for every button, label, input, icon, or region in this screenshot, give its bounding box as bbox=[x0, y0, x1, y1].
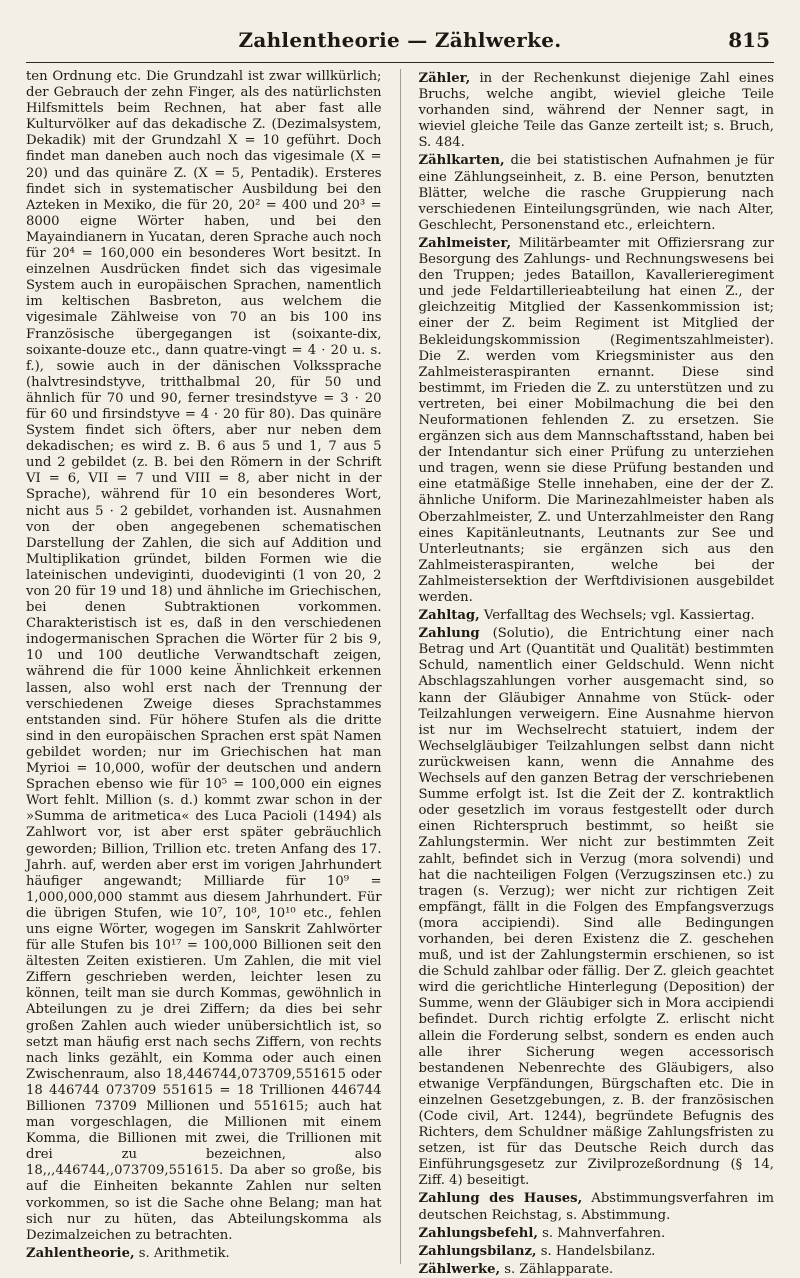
dictionary-entry bbox=[26, 1246, 382, 1262]
entry-text: in der Rechenkunst diejenige Zahl eines Bruchs, welche angibt, wieviel gleiche Teile vorhanden sind, während der Nenner sagt, in wieviel gleiche Teile das Ganze zerteilt ist; s. Bruch, S. 484. bbox=[418, 71, 774, 151]
entry-text: Abstimmungsverfahren im deutschen Reichstag, s. Abstimmung. bbox=[418, 1191, 774, 1223]
entry-headword: Zahlentheorie, bbox=[26, 1245, 135, 1261]
dictionary-entry bbox=[418, 608, 774, 624]
entry-text: s. Zählapparate. bbox=[500, 1261, 614, 1277]
page-header bbox=[26, 28, 774, 63]
entry-headword: Zahltag, bbox=[418, 608, 480, 624]
page-number: 815 bbox=[728, 28, 770, 52]
body-paragraph bbox=[26, 69, 382, 1244]
right-column bbox=[418, 69, 774, 1277]
text-columns bbox=[26, 69, 774, 1277]
entry-text: ten Ordnung etc. Die Grundzahl ist zwar willkürlich; der Gebrauch der zehn Finger, als des natürlichsten Hilfsmittels beim Rechnen, hat aber fast alle Kulturvölker auf das dekadische Z. (Dezimalsystem, Dekadik) mit der Grundzahl X = 10 geführt. Doch findet man daneben auch noch das vigesimale (X = 20) und das quinäre Z. (X = 5, Pentadik). Ersteres findet sich in systematischer Ausbildung bei den Azteken in Mexiko, die für 20, 20² = 400 und 20³ = 8000 eigne Wörter haben, und bei den Mayaindianern in Yucatan, deren Sprache auch noch für 20⁴ = 160,000 ein besonderes Wort besitzt. In einzelnen Ausdrücken findet sich das vigesimale System auch in europäischen Sprachen, namentlich im keltischen Basbreton, aus welchem die vigesimale Zählweise von 70 an bis 100 ins Französische übergegangen ist (soixante-dix, soixante-douze etc., dann quatre-vingt = 4 · 20 u. s. f.), sowie auch in der dänischen Volkssprache (halvtresindstyve, tritthalbmal 20, für 50 und ähnlich für 70 und 90, ferner tresindstyve = 3 · 20 für 60 und firsindstyve = 4 · 20 für 80). Das quinäre System findet sich öfters, aber nur neben dem dekadischen; es wird z. B. 6 aus 5 und 1, 7 aus 5 und 2 gebildet (z. B. bei den Römern in der Schrift VI = 6, VII = 7 und VIII = 8, aber nicht in der Sprache), während für 10 ein besonderes Wort, nicht aus 5 · 2 gebildet, vorhanden ist. Ausnahmen von der oben angegebenen schematischen Darstellung der Zahlen, die sich auf Addition und Multiplikation gründet, bilden Formen wie die lateinischen undeviginti, duodeviginti (1 von 20, 2 von 20 für 19 und 18) und ähnliche im Griechischen, bei denen Subtraktionen vorkommen. Charakteristisch ist es, daß in den verschiedenen indogermanischen Sprachen die Wörter für 2 bis 9, 10 und 100 deutliche Verwandtschaft zeigen, während die für 1000 keine Ähnlichkeit erkennen lassen, also wohl erst nach der Trennung der verschiedenen Zweige dieses Sprachstammes entstanden sind. Für höhere Stufen als die dritte sind in den europäischen Sprachen erst spät Namen gebildet worden; nur im Griechischen hat man Myrioi = 10,000, wofür der deutschen und andern Sprachen ebenso wie für 10⁵ = 100,000 ein eignes Wort fehlt. Million (s. d.) kommt zwar schon in der »Summa de aritmetica« des Luca Pacioli (1494) als Zahlwort vor, ist aber erst später gebräuchlich geworden; Billion, Trillion etc. treten Anfang des 17. Jahrh. auf, werden aber erst im vorigen Jahrhundert häufiger angewandt; Milliarde für 10⁹ = 1,000,000,000 stammt aus diesem Jahrhundert. Für die übrigen Stufen, wie 10⁷, 10⁸, 10¹⁰ etc., fehlen uns eigne Wörter, wogegen im Sanskrit Zahlwörter für alle Stufen bis 10¹⁷ = 100,000 Billionen seit den ältesten Zeiten existieren. Um Zahlen, die mit viel Ziffern geschrieben werden, leichter lesen zu können, teilt man sie durch Kommas, gewöhnlich in Abteilungen zu je drei Ziffern; da dies bei sehr großen Zahlen auch wieder unübersichtlich ist, so setzt man häufig erst nach sechs Ziffern, von rechts nach links gezählt, ein Komma oder auch einen Zwischenraum, also 18,446744,073709,551615 oder 18 446744 073709 551615 = 18 Trillionen 446744 Billionen 73709 Millionen und 551615; auch hat man vorgeschlagen, die Millionen mit einem Komma, die Billionen mit zwei, die Trillionen mit drei zu bezeichnen, also 18,,,446744,,073709,551615. Da aber so große, bis auf die Einheiten bekannte Zahlen nur selten vorkommen, so ist die Sache ohne Belang; man hat sich nur zu hüten, das Abteilungskomma als Dezimalzeichen zu betrachten. bbox=[26, 69, 382, 1243]
entry-text: Militärbeamter mit Offiziersrang zur Besorgung des Zahlungs- und Rechnungswesens bei den Truppen; jedes Bataillon, Kavallerieregiment und jede Feldartillerieabteilung hat einen Z., der gleichzeitig Mitglied der Kassenkommission ist; einer der Z. beim Regiment ist Mitglied der Bekleidungskommission (Regimentszahlmeister). Die Z. werden vom Kriegsminister aus den Zahlmeisteraspiranten ernannt. Diese sind bestimmt, im Frieden die Z. zu unterstützen und zu vertreten, bei einer Mobilmachung die bei den Neuformationen fehlenden Z. zu ersetzen. Sie ergänzen sich aus dem Mannschaftsstand, haben bei der Intendantur sich einer Prüfung zu unterziehen und tragen, wenn sie diese Prüfung bestanden und eine etatmäßige Stelle innehaben, eine der der Z. ähnliche Uniform. Die Marinezahlmeister haben als Oberzahlmeister, Z. und Unterzahlmeister den Rang eines Kapitänleutnants, Leutnants zur See und Unterleutnants; sie ergänzen sich aus den Zahlmeisteraspiranten, welche bei der Zahlmeistersektion der Werftdivisionen ausgebildet werden. bbox=[418, 235, 774, 605]
running-head: Zahlentheorie — Zählwerke. bbox=[238, 28, 562, 52]
entry-headword: Zählwerke, bbox=[418, 1261, 501, 1277]
dictionary-entry bbox=[418, 236, 774, 606]
entry-text: Verfalltag des Wechsels; vgl. Kassiertag. bbox=[479, 608, 755, 624]
dictionary-entry bbox=[418, 1262, 774, 1278]
entry-headword: Zahlung des Hauses, bbox=[418, 1191, 583, 1207]
entry-headword: Zahlungsbilanz, bbox=[418, 1243, 537, 1259]
column-divider bbox=[400, 69, 401, 1264]
dictionary-entry bbox=[418, 1191, 774, 1223]
entry-text: s. Arithmetik. bbox=[134, 1245, 230, 1261]
entry-headword: Zahlungsbefehl, bbox=[418, 1225, 538, 1241]
dictionary-entry bbox=[418, 71, 774, 151]
left-column bbox=[26, 69, 382, 1264]
dictionary-entry bbox=[418, 626, 774, 1189]
dictionary-entry bbox=[418, 1226, 774, 1242]
entry-headword: Zahlmeister, bbox=[418, 235, 512, 251]
entry-headword: Zahlung bbox=[418, 626, 480, 642]
entry-text: die bei statistischen Aufnahmen je für eine Zählungseinheit, z. B. eine Person, benutzten Blätter, welche die rasche Gruppierung nach verschiedenen Einteilungsgründen, wie nach Alter, Geschlecht, Personenstand etc., erleichtern. bbox=[418, 153, 774, 233]
dictionary-entry bbox=[418, 153, 774, 233]
entry-text: s. Mahnverfahren. bbox=[537, 1225, 666, 1241]
dictionary-entry bbox=[418, 1244, 774, 1260]
entry-headword: Zähler, bbox=[418, 71, 471, 86]
entry-text: s. Handelsbilanz. bbox=[536, 1243, 656, 1259]
entry-headword: Zählkarten, bbox=[418, 153, 505, 169]
entry-text: (Solutio), die Entrichtung einer nach Betrag und Art (Quantität und Qualität) bestimmten Schuld, namentlich einer Geldschuld. Wenn nicht Abschlagszahlungen vorher ausgemacht sind, so kann der Gläubiger Annahme von Stück- oder Teilzahlungen verweigern. Eine Ausnahme hiervon ist nur im Wechselrecht statuiert, indem der Wechselgläubiger Teilzahlungen selbst dann nicht zurückweisen kann, wenn die Annahme des Wechsels auf den ganzen Betrag der verschriebenen Summe erfolgt ist. Ist die Zeit der Z. kontraktlich oder gesetzlich im voraus festgestellt oder durch einen Richterspruch bestimmt, so heißt sie Zahlungstermin. Wer nicht zur bestimmten Zeit zahlt, befindet sich in Verzug (mora solvendi) und hat die nachteiligen Folgen (Verzugszinsen etc.) zu tragen (s. Verzug); wer nicht zur richtigen Zeit empfängt, fällt in die Folgen des Empfangsverzugs (mora accipiendi). Sind alle Bedingungen vorhanden, bei deren Existenz die Z. geschehen muß, und ist der Zahlungstermin erschienen, so ist die Schuld zahlbar oder fällig. Der Z. gleich geachtet wird die gerichtliche Hinterlegung (Deposition) der Summe, wenn der Gläubiger sich in Mora accipiendi befindet. Durch richtig erfolgte Z. erlischt nicht allein die Forderung selbst, sondern es enden auch alle ihrer Sicherung wegen accessorisch bestandenen Nebenrechte des Gläubigers, also etwanige Verpfändungen, Bürgschaften etc. Die in einzelnen Gesetzgebungen, z. B. der französischen (Code civil, Art. 1244), begründete Befugnis des Richters, dem Schuldner mäßige Zahlungsfristen zu setzen, ist für das Deutsche Reich durch das Einführungsgesetz zur Zivilprozeßordnung (§ 14, Ziff. 4) beseitigt. bbox=[418, 626, 774, 1189]
